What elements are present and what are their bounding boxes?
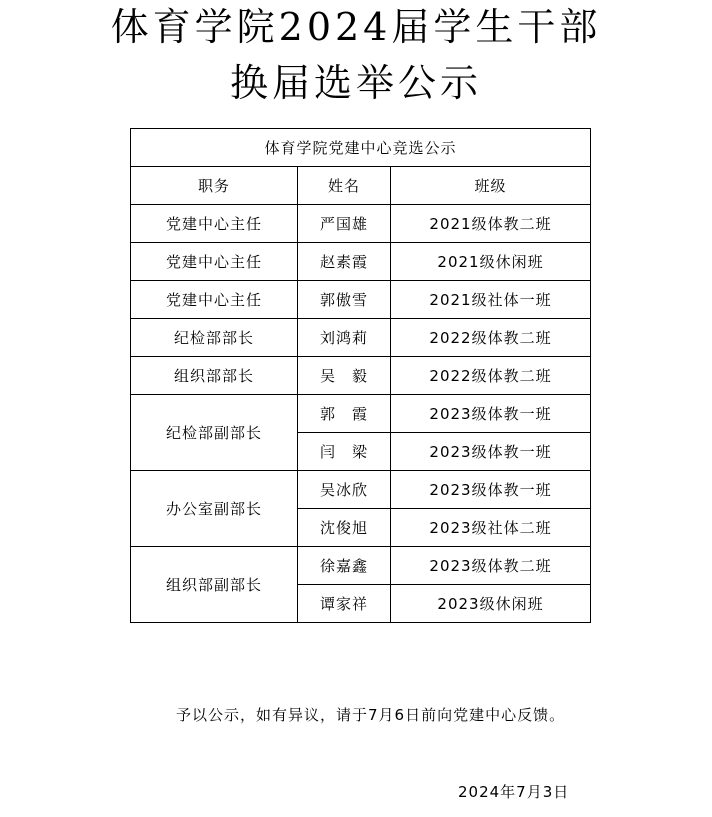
table-row	[131, 395, 591, 433]
cell-position: 党建中心主任	[131, 281, 298, 319]
cell-position: 纪检部副部长	[131, 395, 298, 471]
table-row	[131, 357, 591, 395]
cell-class: 2023级体教一班	[391, 395, 591, 433]
cell-name: 徐嘉鑫	[298, 547, 391, 585]
cell-name: 沈俊旭	[298, 509, 391, 547]
notice-text: 予以公示，如有异议，请于7月6日前向党建中心反馈。	[176, 706, 566, 724]
table-row	[131, 205, 591, 243]
cell-name: 吴冰欣	[298, 471, 391, 509]
cell-position: 组织部部长	[131, 357, 298, 395]
table-header-row	[131, 167, 591, 205]
cell-position: 党建中心主任	[131, 243, 298, 281]
header-position: 职务	[131, 167, 298, 205]
cell-class: 2022级体教二班	[391, 357, 591, 395]
cell-class: 2021级社体一班	[391, 281, 591, 319]
cell-name: 郭 霞	[298, 395, 391, 433]
table-row	[131, 547, 591, 585]
header-name: 姓名	[298, 167, 391, 205]
cell-position: 党建中心主任	[131, 205, 298, 243]
cell-name: 郭傲雪	[298, 281, 391, 319]
cell-name: 严国雄	[298, 205, 391, 243]
cell-class: 2023级体教一班	[391, 433, 591, 471]
table-caption-row	[131, 129, 591, 167]
table-row	[131, 319, 591, 357]
table-row	[131, 471, 591, 509]
cell-name: 赵素霞	[298, 243, 391, 281]
table-row	[131, 243, 591, 281]
cell-class: 2023级休闲班	[391, 585, 591, 623]
cell-name: 谭家祥	[298, 585, 391, 623]
publish-date: 2024年7月3日	[458, 783, 570, 801]
header-class: 班级	[391, 167, 591, 205]
page-title-line2: 换届选举公示	[229, 61, 482, 105]
cell-position: 组织部副部长	[131, 547, 298, 623]
table-row	[131, 281, 591, 319]
cell-class: 2021级休闲班	[391, 243, 591, 281]
cell-class: 2023级体教一班	[391, 471, 591, 509]
roster-table	[130, 128, 591, 623]
cell-position: 纪检部部长	[131, 319, 298, 357]
cell-class: 2021级体教二班	[391, 205, 591, 243]
cell-class: 2023级体教二班	[391, 547, 591, 585]
page-title-line1: 体育学院2024届学生干部	[110, 5, 602, 49]
table-caption: 体育学院党建中心竞选公示	[131, 129, 591, 167]
cell-name: 刘鸿莉	[298, 319, 391, 357]
cell-class: 2022级体教二班	[391, 319, 591, 357]
cell-class: 2023级社体二班	[391, 509, 591, 547]
cell-position: 办公室副部长	[131, 471, 298, 547]
cell-name: 闫 梁	[298, 433, 391, 471]
cell-name: 吴 毅	[298, 357, 391, 395]
